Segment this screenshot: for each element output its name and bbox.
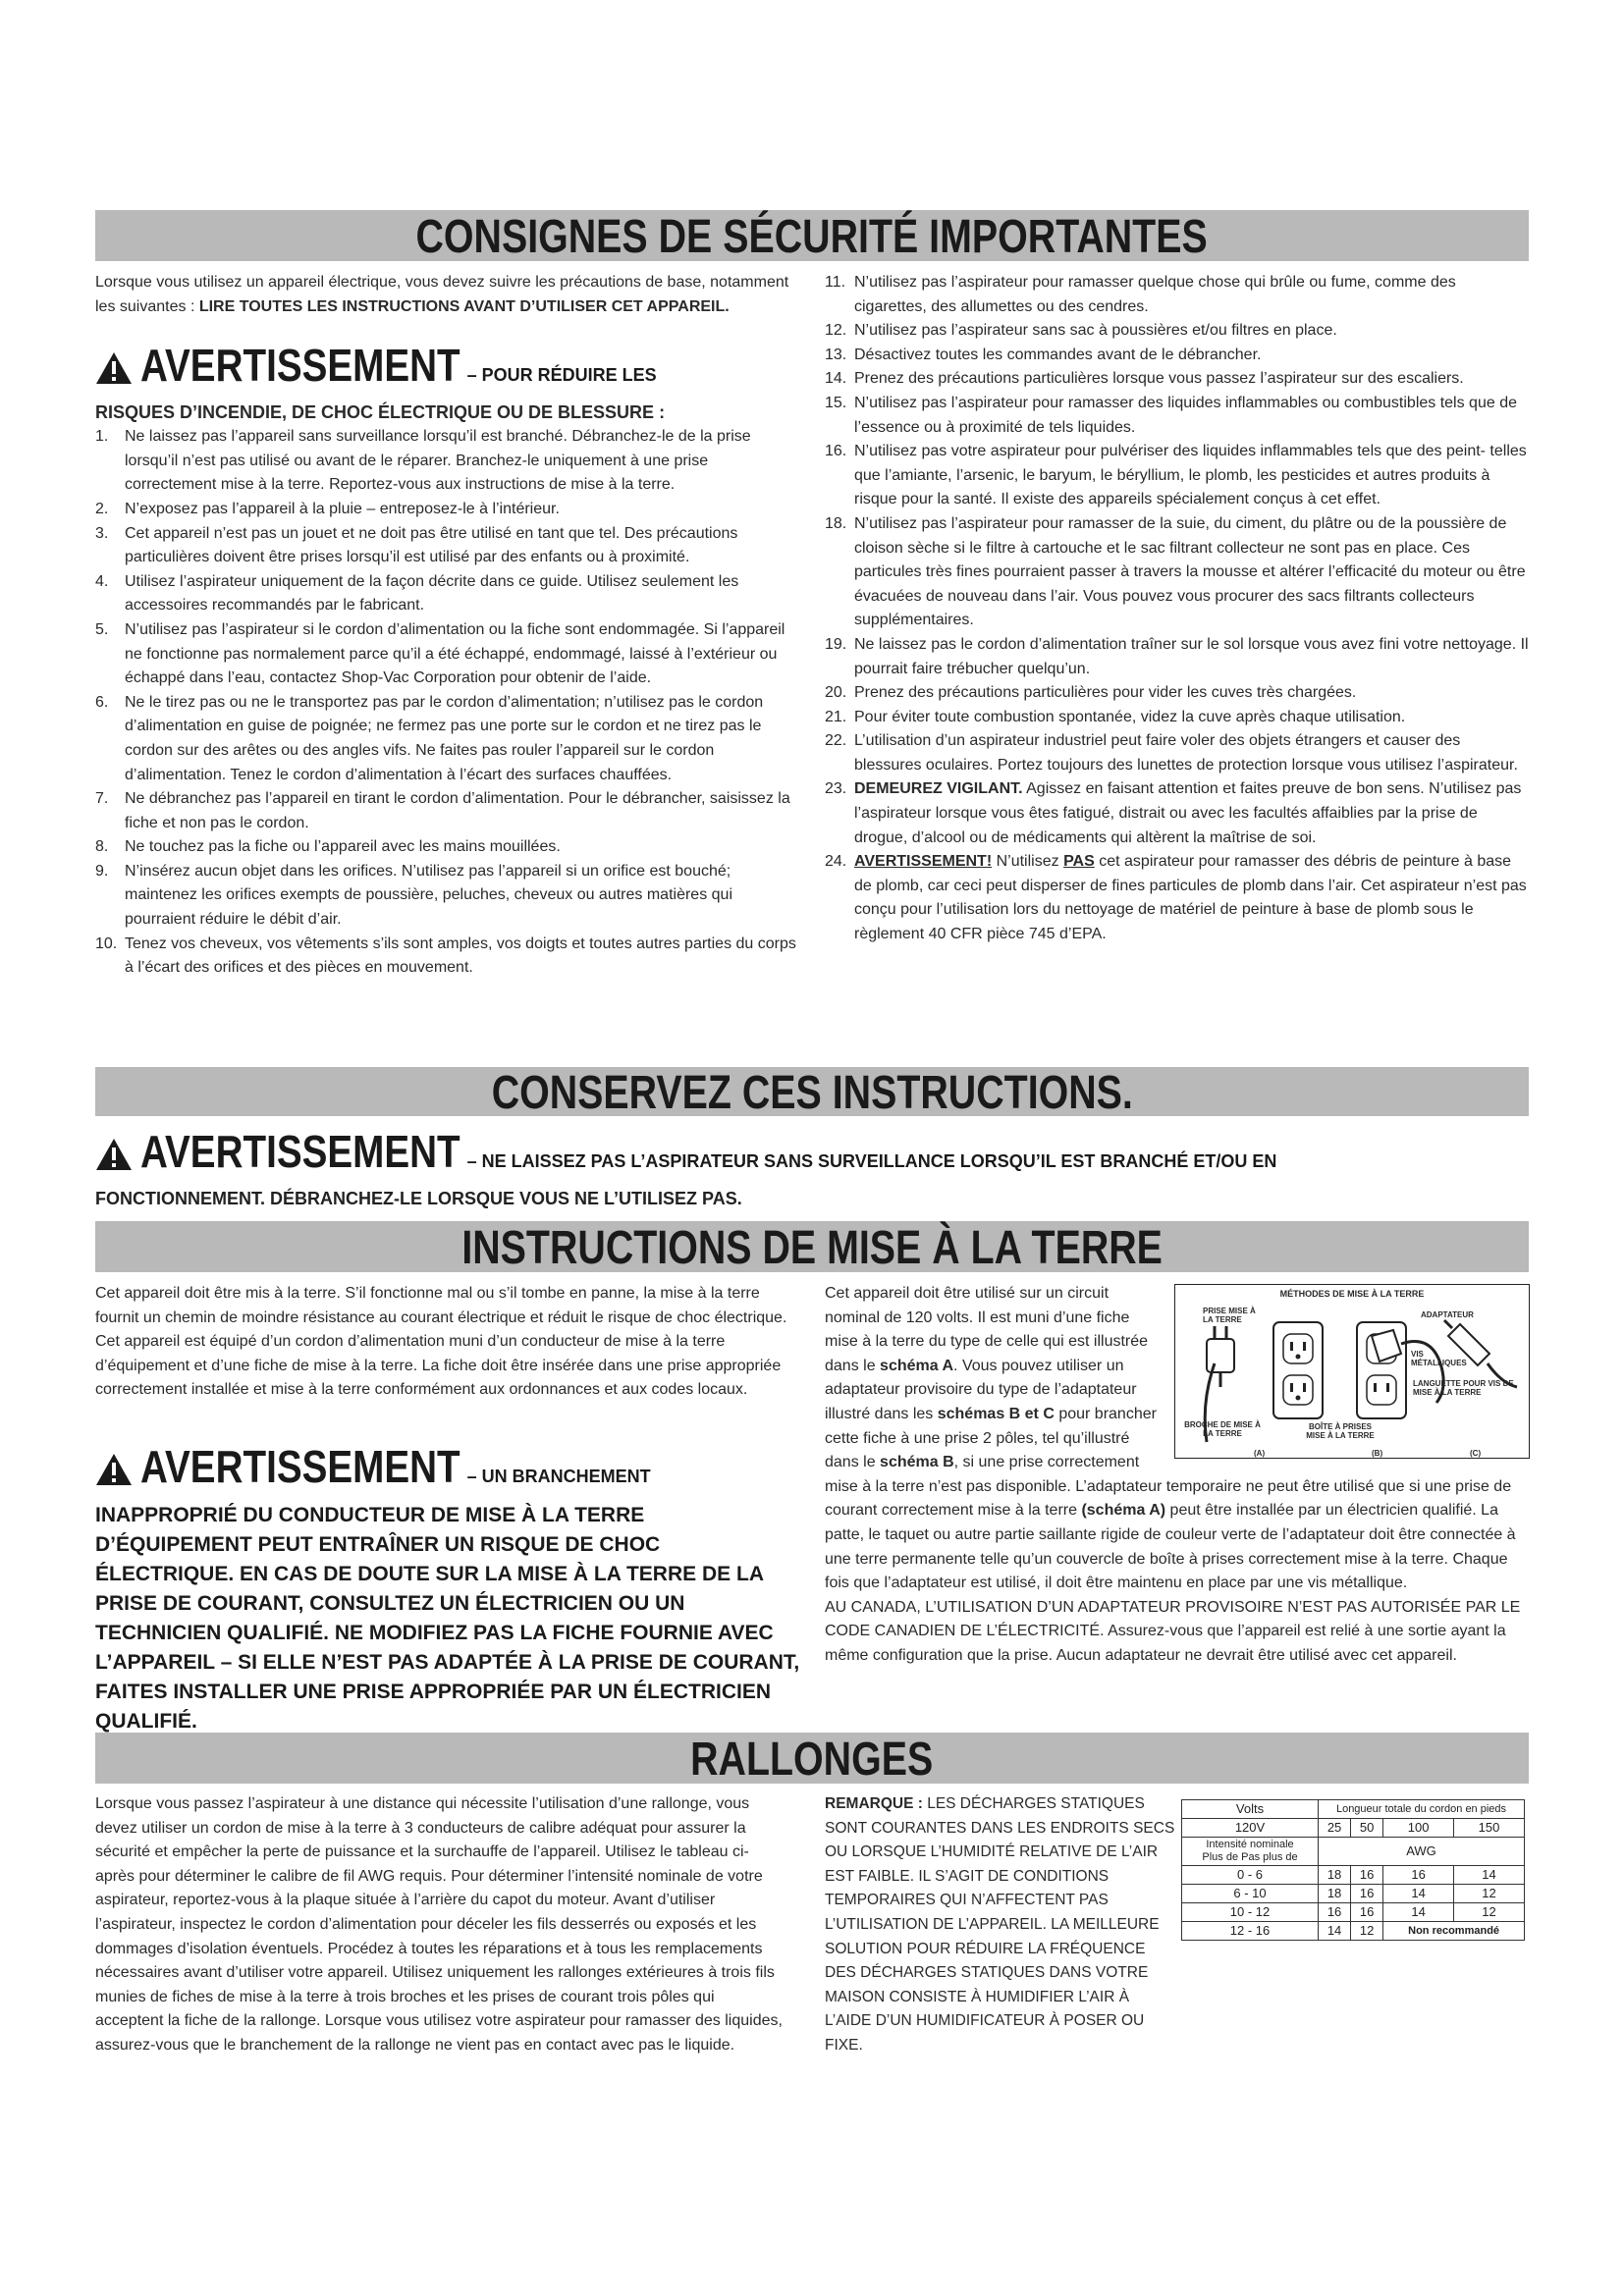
safety-list-right [825, 271, 1530, 777]
not-recommended-cell: Non recommandé [1383, 1922, 1525, 1941]
grounding-left-column: Cet appareil doit être mis à la terre. S’il fonctionne mal ou s’il tombe en panne, la mise à la terre fournit un chemin de moindre résistance au courant électrique et réduit le risque de choc électrique. Cet appareil est équipé d’un cordon d’alimentation muni d’un conducteur de mise à la terre d’équipement et d’une fiche de mise à la terre. La fiche doit être insérée dans une prise appropriée correctement installée et mise à la terre conformément aux ordonnances et aux codes locaux. AVERTISSEMENT – UN BRANCHEMENT INAPPROPRIÉ DU CONDUCTEUR DE MISE À LA TERRE D’ÉQUIPEMENT PEUT ENTRAÎNER UN RISQUE DE CHOC ÉLECTRIQUE. EN CAS DE DOUTE SUR LA MISE À LA TERRE DE LA PRISE DE COURANT, CONSULTEZ UN ÉLECTRICIEN OU UN TECHNICIEN QUALIFIÉ. NE MODIFIEZ PAS LA FICHE FOURNIE AVEC L’APPAREIL – SI ELLE N’EST PAS ADAPTÉE À LA PRISE DE COURANT, FAITES INSTALLER UNE PRISE APPROPRIÉE PAR UN ÉLECTRICIEN QUALIFIÉ. [95, 1282, 802, 1736]
figure-title: MÉTHODES DE MISE À LA TERRE [1279, 1289, 1425, 1299]
list-item: 1. Ne laissez pas l’appareil sans surveillance lorsqu’il est branché. Débranchez-le de la prise lorsqu’il n’est pas utilisé ou avant de le réparer. Branchez-le uniquement à une prise correctement mise à la terre. Reportez-vous aux instructions de mise à la terre. [95, 428, 751, 494]
section-banner-conservez [95, 1067, 1529, 1119]
table-row: 12 - 16 14 12 Non recommandé [1182, 1922, 1525, 1941]
list-item: 9. N’insérez aucun objet dans les orifices. N’utilisez pas l’appareil si un orifice est bouché; maintenez les orifices exempts de poussière, peluches, cheveux ou autres matières qui pourraient réduire le débit d’air. [95, 862, 732, 929]
grounding-right-text: Cet appareil doit être utilisé sur un circuit nominal de 120 volts. Il est muni d’une fiche mise à la terre du type de celle qui est illustrée dans le schéma A. Vous pouvez utiliser un adaptateur provisoire du type de l’adaptateur illustré dans les schémas B et C pour brancher cette fiche à une prise 2 pôles, tel qu’illustré dans le schéma B, si une prise correctement mise à la terre n’est pas disponible. L’adaptateur temporaire ne peut être utilisé que si une prise de courant correctement mise à la terre (schéma A) peut être installée par un électricien qualifié. La patte, le taquet ou autre partie saillante rigide de couleur verte de l’adaptateur doit être connectée à une terre permanente telle qu’un couvercle de boîte à prises correctement mise à la terre. Chaque fois que l’adaptateur est utilisé, il doit être maintenu en place par une vis métallique. [825, 1285, 1516, 1592]
grounding-right-column [825, 1282, 1530, 1669]
list-item: 3. Cet appareil n’est pas un jouet et ne doit pas être utilisé en tant que tel. Des précautions particulières doivent être prises lorsqu’il est utilisé par des enfants ou à proximité. [95, 524, 738, 566]
table-row: 0 - 6 18 16 16 14 [1182, 1866, 1525, 1885]
warning-heading-3: AVERTISSEMENT – UN BRANCHEMENT [95, 1442, 802, 1501]
table-row: 10 - 12 16 16 14 12 [1182, 1903, 1525, 1922]
list-item: 2. N’exposez pas l’appareil à la pluie – entreposez-le à l’intérieur. [95, 500, 560, 517]
list-item-23: 23. DEMEUREZ VIGILANT. Agissez en faisant attention et faites preuve de bon sens. N’utilisez pas l’aspirateur lorsque vous êtes fatigué, distrait ou avec les facultés affaiblies par la prise de drogue, d’alcool ou de médicaments qui altèrent la maîtrise de soi. [825, 780, 1522, 846]
grounding-canada-text: AU CANADA, L’UTILISATION D’UN ADAPTATEUR PROVISOIRE N’EST PAS AUTORISÉE PAR LE CODE CANADIEN DE L’ÉLECTRICITÉ. Assurez-vous que l’appareil est relié à une sortie ayant la même configuration que la prise. Aucun adaptateur ne devrait être utilisé avec cet appareil. [825, 1598, 1521, 1664]
rallonges-left-column: Lorsque vous passez l’aspirateur à une distance qui nécessite l’utilisation d’une rallonge, vous devez utiliser un cordon de mise à la terre à 3 conducteurs de calibre adéquat pour assurer la sécurité et empêcher la perte de puissance et la surchauffe de l’appareil. Utilisez le tableau ci-après pour déterminer le calibre de fil AWG requis. Pour déterminer l’intensité nominale de votre aspirateur, reportez-vous à la plaque située à l’arrière du capot du moteur. Avant d’utiliser l’aspirateur, inspectez le cordon d’alimentation pour déceler les fils desserrés ou exposés et les dommages d’isolation éventuels. Procédez à toutes les réparations et à tous les remplacements nécessaires avant d’utiliser votre appareil. Utilisez uniquement les rallonges extérieures à trois fils munies de fiches de mise à la terre à trois broches et les prises de courant trois pôles qui acceptent la fiche de la rallonge. Lorsque vous utilisez votre aspirateur pour ramasser des liquides, assurez-vous que le branchement de la rallonge ne vient pas en contact avec pas le liquide. [95, 1795, 783, 2054]
grounding-figure: MÉTHODES DE MISE À LA TERRE PRISE MISE À LA TERRE ADAPTATEUR VIS MÉTALLIQUES LANGUETTE POUR VIS DE MISE À LA TERRE BROCHE DE MISE À LA TERRE BOÎTE À PRISES MISE À LA TERRE (A) (B) (C) [1174, 1284, 1530, 1459]
warning-body-3: INAPPROPRIÉ DU CONDUCTEUR DE MISE À LA TERRE D’ÉQUIPEMENT PEUT ENTRAÎNER UN RISQUE DE CHOC ÉLECTRIQUE. EN CAS DE DOUTE SUR LA MISE À LA TERRE DE LA PRISE DE COURANT, CONSULTEZ UN ÉLECTRICIEN OU UN TECHNICIEN QUALIFIÉ. NE MODIFIEZ PAS LA FICHE FOURNIE AVEC L’APPAREIL – SI ELLE N’EST PAS ADAPTÉE À LA PRISE DE COURANT, FAITES INSTALLER UNE PRISE APPROPRIÉE PAR UN ÉLECTRICIEN QUALIFIÉ. [95, 1503, 800, 1733]
warning-heading-1: AVERTISSEMENT – POUR RÉDUIRE LES [95, 341, 802, 400]
safety-left-column [95, 271, 802, 981]
section-title-rallonges: RALLONGES [690, 1734, 934, 1786]
list-item: 5. N’utilisez pas l’aspirateur si le cordon d’alimentation ou la fiche sont endommagée. Si l’appareil ne fonctionne pas normalement parce qu’il a été échappé, endommagé, laissé à l’extérieur ou échappé dans l’eau, contactez Shop-Vac Corporation pour obtenir de l’aide. [95, 620, 785, 687]
list-item: 10. Tenez vos cheveux, vos vêtements s’ils sont amples, vos doigts et toutes autres parties du corps à l’écart des orifices et des pièces en mouvement. [95, 934, 796, 977]
section-title-conservez: CONSERVEZ CES INSTRUCTIONS. [491, 1067, 1133, 1119]
list-item: 16. N’utilisez pas votre aspirateur pour pulvériser des liquides inflammables tels que des peint- telles que l’amiante, l’arsenic, le baryum, le béryllium, le plomb, les pesticides et autres produits à risque pour la santé. Il existe des appareils spécialement conçus à cet effet. [825, 443, 1527, 508]
list-item: 12. N’utilisez pas l’aspirateur sans sac à poussières et/ou filtres en place. [825, 322, 1337, 340]
list-item: 21. Pour éviter toute combustion spontanée, videz la cuve après chaque utilisation. [825, 708, 1406, 725]
list-item: 6. Ne le tirez pas ou ne le transportez pas par le cordon d’alimentation; n’utilisez pas le cordon d’alimentation en guise de poignée; ne fermez pas une porte sur le cordon et ne tirez pas le cordon sur des arêtes ou des angles vifs. Ne faites pas rouler l’appareil sur le cordon d’alimentation. Tenez le cordon d’alimentation à l’écart des surfaces chauffées. [95, 693, 764, 783]
warning-triangle-icon [95, 1446, 133, 1495]
section-banner-safety [95, 210, 1529, 261]
list-item: 13. Désactivez toutes les commandes avant de le débrancher. [825, 346, 1262, 363]
list-item: 7. Ne débranchez pas l’appareil en tirant le cordon d’alimentation. Pour le débrancher, saisissez la fiche et non pas le cordon. [95, 790, 790, 831]
warning-block-2: AVERTISSEMENT – NE LAISSEZ PAS L’ASPIRATEUR SANS SURVEILLANCE LORSQU’IL EST BRANCHÉ ET/OU EN FONCTIONNEMENT. DÉBRANCHEZ-LE LORSQUE VOUS NE L’UTILISEZ PAS. [95, 1126, 1277, 1208]
warning-triangle-icon [95, 1131, 133, 1180]
section-banner-grounding [95, 1221, 1529, 1272]
list-item: 19. Ne laissez pas le cordon d’alimentation traîner sur le sol lorsque vous avez fini votre nettoyage. Il pourrait faire trébucher quelqu’un. [825, 635, 1529, 677]
safety-list-left [95, 425, 802, 981]
list-item: 18. N’utilisez pas l’aspirateur pour ramasser de la suie, du ciment, du plâtre ou de la poussière de cloison sèche si le filtre à cartouche et le sac filtrant collecteur ne sont pas en place. Ces particules très fines pourraient passer à travers la mousse et altérer l’efficacité du moteur ou être évacuées de nouveau dans l’air. Vous pouvez vous procurer des sacs filtrants collecteurs supplémentaires. [825, 514, 1526, 629]
rallonges-remarque: REMARQUE : LES DÉCHARGES STATIQUES SONT COURANTES DANS LES ENDROITS SECS OU LORSQUE L’HUMIDITÉ RELATIVE DE L’AIR EST FAIBLE. IL S’AGIT DE CONDITIONS TEMPORAIRES QUI N’AFFECTENT PAS L’UTILISATION DE L’APPAREIL. LA MEILLEURE SOLUTION POUR RÉDUIRE LA FRÉQUENCE DES DÉCHARGES STATIQUES DANS VOTRE MAISON CONSISTE À HUMIDIFIER L’AIR À L’AIDE D’UN HUMIDIFICATEUR À POSER OU FIXE. [825, 1795, 1175, 2054]
list-item: 15. N’utilisez pas l’aspirateur pour ramasser des liquides inflammables ou combustibles tels que de l’essence ou à proximité de tels liquides. [825, 394, 1517, 436]
warning-subheading-1: RISQUES D’INCENDIE, DE CHOC ÉLECTRIQUE OU DE BLESSURE : [95, 402, 666, 423]
safety-intro: Lorsque vous utilisez un appareil électrique, vous devez suivre les précautions de base, notamment les suivantes : LIRE TOUTES LES INSTRUCTIONS AVANT D’UTILISER CET APPAREIL. [95, 274, 789, 315]
awg-table: Volts Longueur totale du cordon en pieds 120V 25 50 100 150 Intensité nominale Plus de Pas plus de AWG 0 - 6 18 16 16 14 6 - 10 18 16 14 12 10 - 12 16 16 14 12 12 - 16 14 12 Non recommandé [1181, 1799, 1525, 1941]
list-item: 11. N’utilisez pas l’aspirateur pour ramasser quelque chose qui brûle ou fume, comme des cigarettes, des allumettes ou des cendres. [825, 274, 1456, 315]
section-title-safety: CONSIGNES DE SÉCURITÉ IMPORTANTES [415, 211, 1209, 263]
section-banner-rallonges [95, 1733, 1529, 1784]
warning-triangle-icon [95, 345, 133, 394]
list-item: 22. L’utilisation d’un aspirateur industriel peut faire voler des objets étrangers et causer des blessures oculaires. Portez toujours des lunettes de protection lorsque vous utilisez l’aspirateur. [825, 732, 1518, 774]
list-item: 14. Prenez des précautions particulières lorsque vous passez l’aspirateur sur des escaliers. [825, 370, 1464, 388]
list-item: 20. Prenez des précautions particulières pour vider les cuves très chargées. [825, 684, 1357, 702]
table-row: 6 - 10 18 16 14 12 [1182, 1885, 1525, 1903]
list-item: 8. Ne touchez pas la fiche ou l’appareil avec les mains mouillées. [95, 838, 561, 856]
list-item-24: 24. AVERTISSEMENT! N’utilisez PAS cet aspirateur pour ramasser des débris de peinture à base de plomb, car ceci peut disperser de fines particules de plomb dans l’air. Cet aspirateur n’est pas conçu pour l’utilisation lors du nettoyage de matériel de peinture à base de plomb sous le règlement 40 CFR pièce 745 d’EPA. [825, 853, 1527, 943]
section-title-grounding: INSTRUCTIONS DE MISE À LA TERRE [461, 1222, 1163, 1274]
list-item: 4. Utilisez l’aspirateur uniquement de la façon décrite dans ce guide. Utilisez seulement les accessoires recommandés par le fabricant. [95, 572, 739, 614]
safety-right-column [825, 271, 1530, 947]
